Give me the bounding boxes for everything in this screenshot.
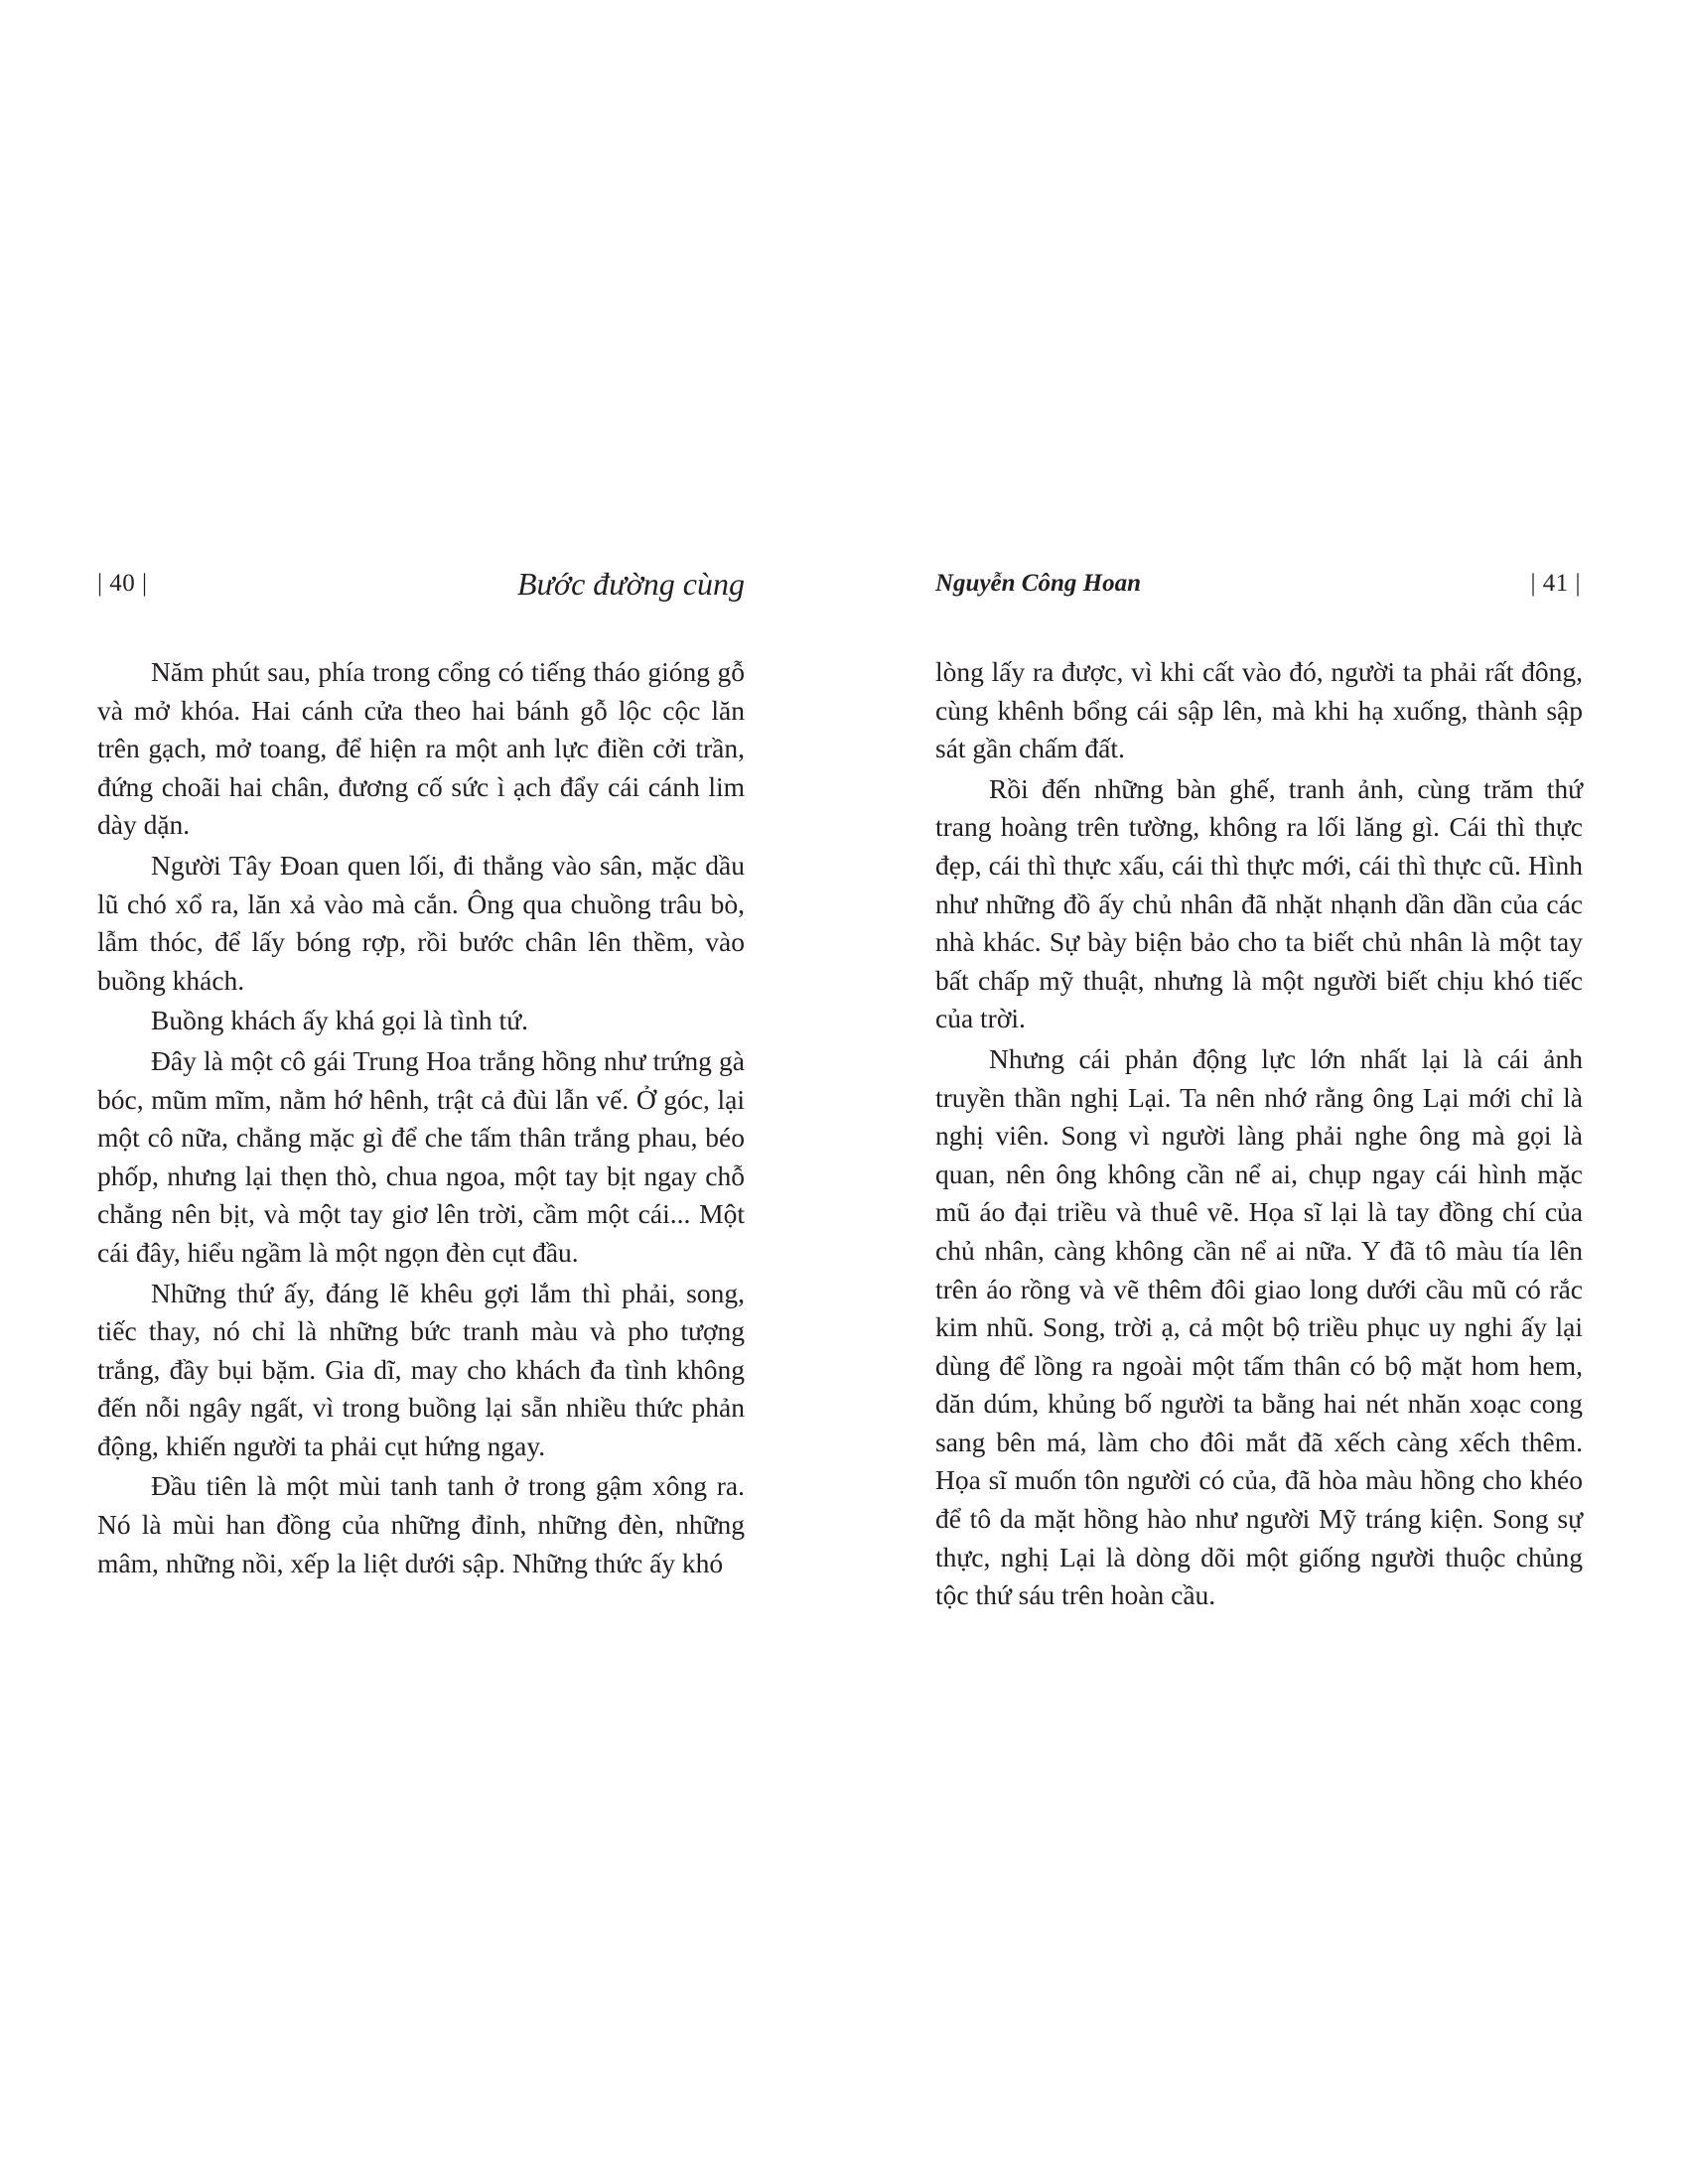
paragraph: Nhưng cái phản động lực lớn nhất lại là cái ảnh truyền thần nghị Lại. Ta nên nhớ rằng ông Lại mới chỉ là nghị viên. Song vì người làng phải nghe ông mà gọi là quan, nên ông không cần nể ai, chụp ngay cái hình mặc mũ áo đại triều và thuê vẽ. Họa sĩ lại là tay đồng chí của chủ nhân, càng không cần nể ai nữa. Y đã tô màu tía lên trên áo rồng và vẽ thêm đôi giao long dưới cầu mũ có rắc kim nhũ. Song, trời ạ, cả một bộ triều phục uy nghi ấy lại dùng để lồng ra ngoài một tấm thân có bộ mặt hom hem, dăn dúm, khủng bố người ta bằng hai nét nhăn xoạc cong sang bên má, làm cho đôi mắt đã xếch càng xếch thêm. Họa sĩ muốn tôn người có của, đã hòa màu hồng cho khéo để tô da mặt hồng hào như người Mỹ tráng kiện. Song sự thực, nghị Lại là dòng dõi một giống người thuộc chủng tộc thứ sáu trên hoàn cầu. [935, 1042, 1583, 1611]
paragraph: Năm phút sau, phía trong cổng có tiếng tháo gióng gỗ và mở khóa. Hai cánh cửa theo hai bánh gỗ lộc cộc lăn trên gạch, mở toang, để hiện ra một anh lực điền cởi trần, đứng choãi hai chân, đương cố sức ì ạch đẩy cái cánh lim dày dặn. [97, 656, 745, 841]
page-number: | 41 | [1530, 570, 1581, 597]
paragraph: Đầu tiên là một mùi tanh tanh ở trong gậm xông ra. Nó là mùi han đồng của những đỉnh, những đèn, những mâm, những nồi, xếp la liệt dưới sập. Những thức ấy khó [97, 1470, 745, 1578]
running-title: Bước đường cùng [516, 566, 745, 602]
left-body-text [97, 653, 745, 1584]
paragraph: Đây là một cô gái Trung Hoa trắng hồng như trứng gà bóc, mũm mĩm, nằm hớ hênh, trật cả đùi lẫn vế. Ở góc, lại một cô nữa, chẳng mặc gì để che tấm thân trắng phau, béo phốp, nhưng lại thẹn thò, chua ngoa, một tay bịt ngay chỗ chẳng nên bịt, và một tay giơ lên trời, cầm một cái... Một cái đây, hiểu ngầm là một ngọn đèn cụt đầu. [97, 1044, 745, 1268]
left-running-head [97, 566, 745, 606]
running-author: Nguyễn Công Hoan [935, 570, 1141, 597]
paragraph: Rồi đến những bàn ghế, tranh ảnh, cùng trăm thứ trang hoàng trên tường, không ra lối lăng gì. Cái thì thực đẹp, cái thì thực xấu, cái thì thực mới, cái thì thực cũ. Hình như những đồ ấy chủ nhân đã nhặt nhạnh dần dần của các nhà khác. Sự bày biện bảo cho ta biết chủ nhân là một tay bất chấp mỹ thuật, nhưng là một người biết chịu khó tiếc của trời. [935, 772, 1583, 1034]
paragraph: Buồng khách ấy khá gọi là tình tứ. [151, 1005, 528, 1036]
paragraph: lòng lấy ra được, vì khi cất vào đó, người ta phải rất đông, cùng khênh bổng cái sập lên, mà khi hạ xuống, thành sập sát gần chấm đất. [935, 656, 1583, 764]
right-running-head [935, 566, 1583, 606]
paragraph: Người Tây Đoan quen lối, đi thẳng vào sân, mặc dầu lũ chó xổ ra, lăn xả vào mà cắn. Ông qua chuồng trâu bò, lẫm thóc, để lấy bóng rợp, rồi bước chân lên thềm, vào buồng khách. [97, 849, 745, 996]
page-number: | 40 | [97, 570, 148, 597]
paragraph: Những thứ ấy, đáng lẽ khêu gợi lắm thì phải, song, tiếc thay, nó chỉ là những bức tranh màu và pho tượng trắng, đầy bụi bặm. Gia dĩ, may cho khách đa tình không đến nỗi ngây ngất, vì trong buồng lại sẵn nhiều thức phản động, khiến người ta phải cụt hứng ngay. [97, 1277, 745, 1461]
right-body-text [935, 653, 1583, 1617]
